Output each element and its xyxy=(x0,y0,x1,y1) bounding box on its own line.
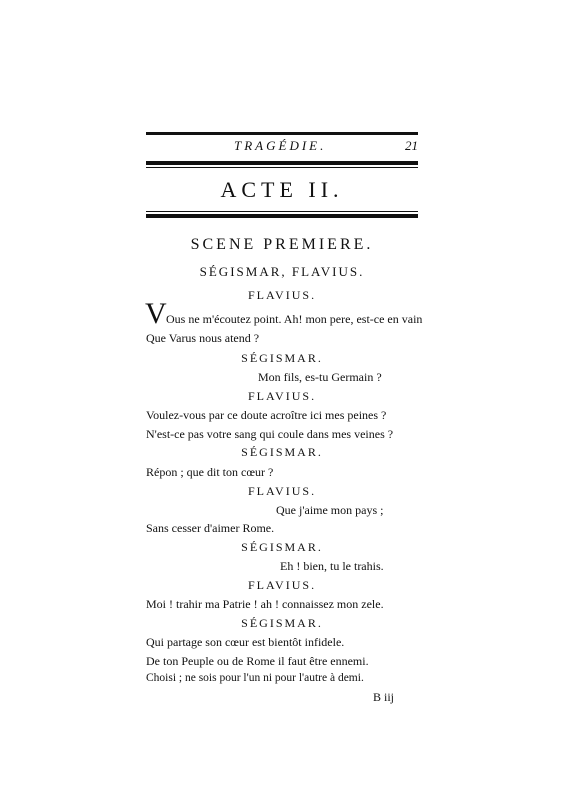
speaker-name: FLAVIUS. xyxy=(247,389,317,403)
scene-title: SCENE PREMIERE. xyxy=(190,236,374,253)
verse-line: Eh ! bien, tu le trahis. xyxy=(280,559,384,573)
verse-line: Que Varus nous atend ? xyxy=(146,331,260,345)
characters-list: SÉGISMAR, FLAVIUS. xyxy=(199,264,365,279)
act-title: ACTE II. xyxy=(220,177,344,202)
verse-text: Ous ne m'écoutez point. Ah! mon pere, est-ce en vain xyxy=(166,312,423,326)
header-rule xyxy=(146,132,418,135)
verse-line xyxy=(145,297,423,330)
verse-line: Moi ! trahir ma Patrie ! ah ! connaissez mon zele. xyxy=(146,597,384,611)
verse-line: Voulez-vous par ce doute acroître ici mes peines ? xyxy=(146,408,387,422)
page-number: 21 xyxy=(405,138,418,153)
verse-line: Mon fils, es-tu Germain ? xyxy=(258,370,382,384)
drop-cap: V xyxy=(145,297,167,330)
speaker-name: SÉGISMAR. xyxy=(241,351,323,365)
speaker-name: FLAVIUS. xyxy=(247,484,317,498)
verse-line: Que j'aime mon pays ; xyxy=(276,503,384,517)
verse-line: Sans cesser d'aimer Rome. xyxy=(146,521,275,535)
speaker-name: FLAVIUS. xyxy=(247,578,317,592)
running-header xyxy=(146,138,418,158)
verse-line: Choisi ; ne sois pour l'un ni pour l'autre à demi. xyxy=(146,672,364,684)
catchword: B iij xyxy=(373,690,395,704)
speaker-name: SÉGISMAR. xyxy=(241,540,323,554)
verse-line: Qui partage son cœur est bientôt infidele. xyxy=(146,635,345,649)
verse-line: De ton Peuple ou de Rome il faut être ennemi. xyxy=(146,654,369,668)
ornamental-rule-top xyxy=(146,161,418,168)
ornamental-rule-bottom xyxy=(146,211,418,218)
verse-line: Répon ; que dit ton cœur ? xyxy=(146,465,274,479)
running-title: TRAGÉDIE. xyxy=(234,138,327,153)
verse-line: N'est-ce pas votre sang qui coule dans mes veines ? xyxy=(146,427,394,441)
speaker-name: FLAVIUS. xyxy=(247,288,317,302)
speaker-name: SÉGISMAR. xyxy=(241,616,323,630)
speaker-name: SÉGISMAR. xyxy=(241,445,323,459)
